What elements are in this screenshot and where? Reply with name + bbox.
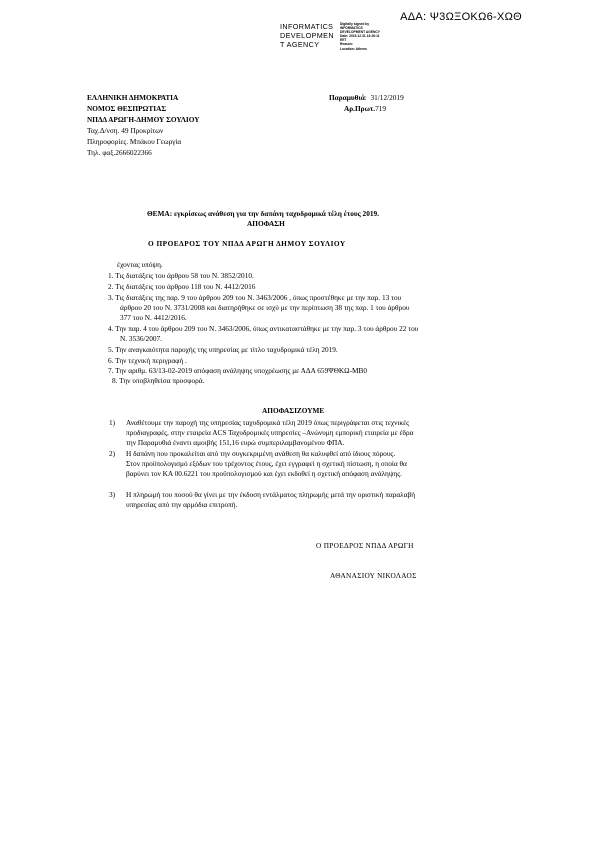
decision-line: Στον προϋπολογισμό εξόδων του τρέχοντος έτους, έχει εγγραφεί η σχετική πίστωση, η οποία θα [126,459,407,468]
decision-line: υπηρεσίας από την αρμόδια επιτροπή. [126,500,238,509]
date-value: 31/12/2019 [370,93,404,102]
signature-name: ΑΘΑΝΑΣΙΟΥ ΝΙΚΟΛΑΟΣ [330,571,417,580]
fine-print-line: Location: Athens [340,46,367,51]
logo-line: DEVELOPMEN [280,31,334,40]
consideration-item: 2. Τις διατάξεις του άρθρου 118 του Ν. 4412/2016 [108,282,256,291]
decision-number: 2) [109,449,116,458]
header-republic: ΕΛΛΗΝΙΚΗ ΔΗΜΟΚΡΑΤΙΑ [87,93,179,102]
fine-print-line: INFORMATICS [340,26,363,31]
decision-number: 3) [109,490,116,499]
decision-line: Η δαπάνη που προκαλείται από την συγκεκριμένη ανάθεση θα καλυφθεί από ίδιους πόρους. [126,449,396,458]
consideration-item: 4. Την παρ. 4 του άρθρου 209 του Ν. 3463/2006, όπως αντικαταστάθηκε με την παρ. 3 του άρθρου 22 του [108,324,419,333]
consideration-item: 5. Την αναγκαιότητα παροχής της υπηρεσίας με τίτλο ταχυδρομικά τέλη 2019. [108,345,338,354]
consideration-item: 3. Τις διατάξεις της παρ. 9 του άρθρου 209 του Ν. 3463/2006 , όπως προστέθηκε με την παρ. 13 του [108,293,402,302]
consideration-item: 7. Την αριθμ. 63/13-02-2019 απόφαση ανάληψης υποχρέωσης με ΑΔΑ 659ΨΘΚΩ-ΜΒ0 [108,366,367,375]
decision-line: βαρύνει τον ΚΑ 00.6221 του προϋπολογισμού και έχει εκδοθεί η σχετική απόφαση ανάληψης. [126,469,402,478]
fine-print-line: Reason: [340,42,354,47]
consideration-item: 8. Την υποβληθείσα προσφορά. [112,376,205,385]
logo-line: T AGENCY [280,40,320,49]
subject: ΘΕΜΑ: εγκρίσεως ανάθεση για την δαπάνη ταχυδρομικά τέλη έτους 2019. [147,209,379,218]
fine-print-line: DEVELOPMENT AGENCY [340,30,380,35]
decision-line: προδιαγραφές, στην εταιρεία ΑCS Ταχυδρομικές υπηρεσίες –Ανώνυμη εμπορική εταιρεία με έδρα [126,428,414,437]
decision-line: Αναθέτουμε την παροχή της υπηρεσίας ταχυδρομικά τέλη 2019 όπως περιγράφεται στις τεχνικές [126,418,410,427]
decision-line: την Παραμυθιά έναντι αμοιβής 151,16 ευρώ συμπεριλαμβανομένου ΦΠΑ. [126,438,345,447]
header-contact: Πληροφορίες. Μπάκου Γεωργία [87,137,182,146]
signature-fine-print [340,22,380,51]
president-heading: Ο ΠΡΟΕΔΡΟΣ ΤΟΥ ΝΠΔΔ ΑΡΩΓΗ ΔΗΜΟΥ ΣΟΥΛΙΟΥ [148,239,346,248]
decision-heading: ΑΠΟΦΑΣΗ [247,219,285,228]
having-regard: έχοντας υπόψη. [117,260,163,269]
consideration-item: 6. Την τεχνική περιγραφή . [108,356,187,365]
fine-print-line: Digitally signed by [340,22,370,26]
signature-logo [280,22,334,49]
protocol-value: 719 [375,104,387,113]
decision-number: 1) [109,418,116,427]
consideration-continuation: 377 του Ν. 4412/2016. [120,313,187,322]
consideration-continuation: άρθρου 20 του Ν. 3731/2008 και διατηρήθηκε σε ισχύ με την περίπτωση 38 της παρ. 1 του άρθρου [120,303,410,312]
consideration-item: 1. Τις διατάξεις του άρθρου 58 του Ν. 3852/2010. [108,271,254,280]
header-organisation: ΝΠΔΔ ΑΡΩΓΗ-ΔΗΜΟΥ ΣΟΥΛΙΟΥ [87,115,200,124]
protocol-label: Αρ.Πρωτ. [344,104,376,113]
consideration-continuation: Ν. 3536/2007. [120,334,162,343]
header-address: Ταχ.Δ/νση. 49 Προκρίτων [87,126,164,135]
logo-line: INFORMATICS [280,22,334,31]
decision-line: Η πληρωμή του ποσού θα γίνει με την έκδοση εντάλματος πληρωμής μετά την οριστική παραλαβή [126,490,416,499]
fine-print-line: Date: 2019.12.31 13:26:11 [340,34,380,39]
decide-heading: ΑΠΟΦΑΣΙΖΟΥΜΕ [262,406,325,415]
fine-print-line: EET [340,38,347,43]
header-prefecture: ΝΟΜΟΣ ΘΕΣΠΡΩΤΙΑΣ [87,104,167,113]
header-protocol [344,104,386,113]
header-date: Παραμυθιά: 31/12/2019 [329,93,404,102]
date-label: Παραμυθιά [329,93,365,102]
header-phone: Τηλ. φαξ.2666022366 [87,148,152,157]
ada-stamp: ΑΔΑ: Ψ3ΩΞΟΚΩ6-ΧΩΘ [400,11,522,23]
signature-title: Ο ΠΡΟΕΔΡΟΣ ΝΠΔΔ ΑΡΩΓΗ [316,541,414,550]
